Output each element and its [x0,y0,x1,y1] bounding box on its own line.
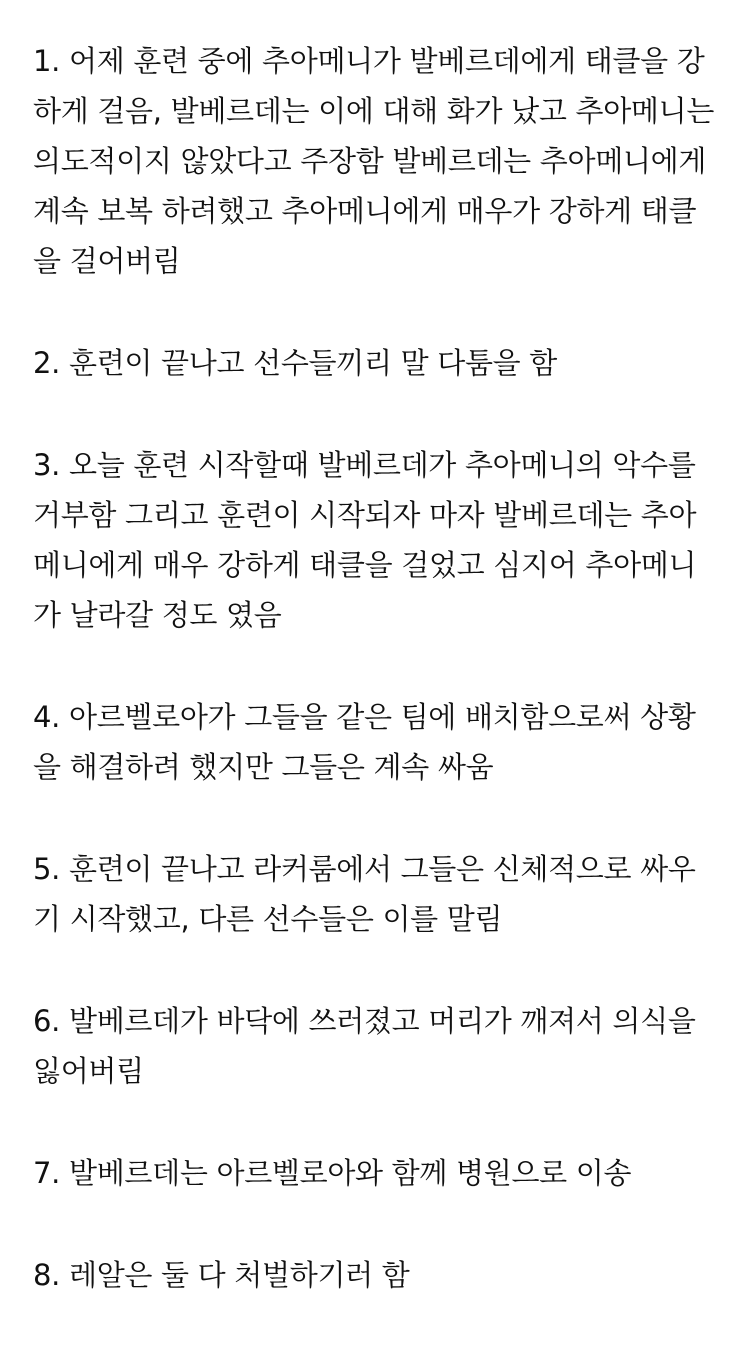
text-line: 기 시작했고, 다른 선수들은 이를 말림 [33,902,503,936]
list-item-1 [33,36,723,286]
text-line: 메니에게 매우 강하게 태클을 걸었고 심지어 추아메니 [33,548,697,582]
text-line: 잃어버림 [33,1054,144,1088]
list-item-5 [33,844,723,944]
text-line: 5. 훈련이 끝나고 라커룸에서 그들은 신체적으로 싸우 [33,852,696,886]
text-line: 4. 아르벨로아가 그들을 같은 팀에 배치함으로써 상황 [33,700,696,734]
text-line: 의도적이지 않았다고 주장함 발베르데는 추아메니에게 [33,144,707,178]
list-item-4 [33,692,723,792]
text-line: 7. 발베르데는 아르벨로아와 함께 병원으로 이송 [33,1156,632,1190]
text-line: 8. 레알은 둘 다 처벌하기러 함 [33,1258,410,1292]
text-line: 가 날라갈 정도 였음 [33,598,282,632]
text-line: 거부함 그리고 훈련이 시작되자 마자 발베르데는 추아 [33,498,697,532]
text-line: 계속 보복 하려했고 추아메니에게 매우가 강하게 태클 [33,194,697,228]
list-item-3 [33,440,723,640]
numbered-list [33,36,723,1352]
list-item-8 [33,1250,723,1300]
text-line: 을 걸어버림 [33,244,181,278]
text-line: 하게 걸음, 발베르데는 이에 대해 화가 났고 추아메니는 [33,94,715,128]
text-line: 을 해결하려 했지만 그들은 계속 싸움 [33,750,494,784]
list-item-6 [33,996,723,1096]
text-line: 6. 발베르데가 바닥에 쓰러졌고 머리가 깨져서 의식을 [33,1004,696,1038]
list-item-2 [33,338,723,388]
text-line: 2. 훈련이 끝나고 선수들끼리 말 다툼을 함 [33,346,558,380]
text-line: 1. 어제 훈련 중에 추아메니가 발베르데에게 태클을 강 [33,44,705,78]
text-line: 3. 오늘 훈련 시작할때 발베르데가 추아메니의 악수를 [33,448,696,482]
list-item-7 [33,1148,723,1198]
